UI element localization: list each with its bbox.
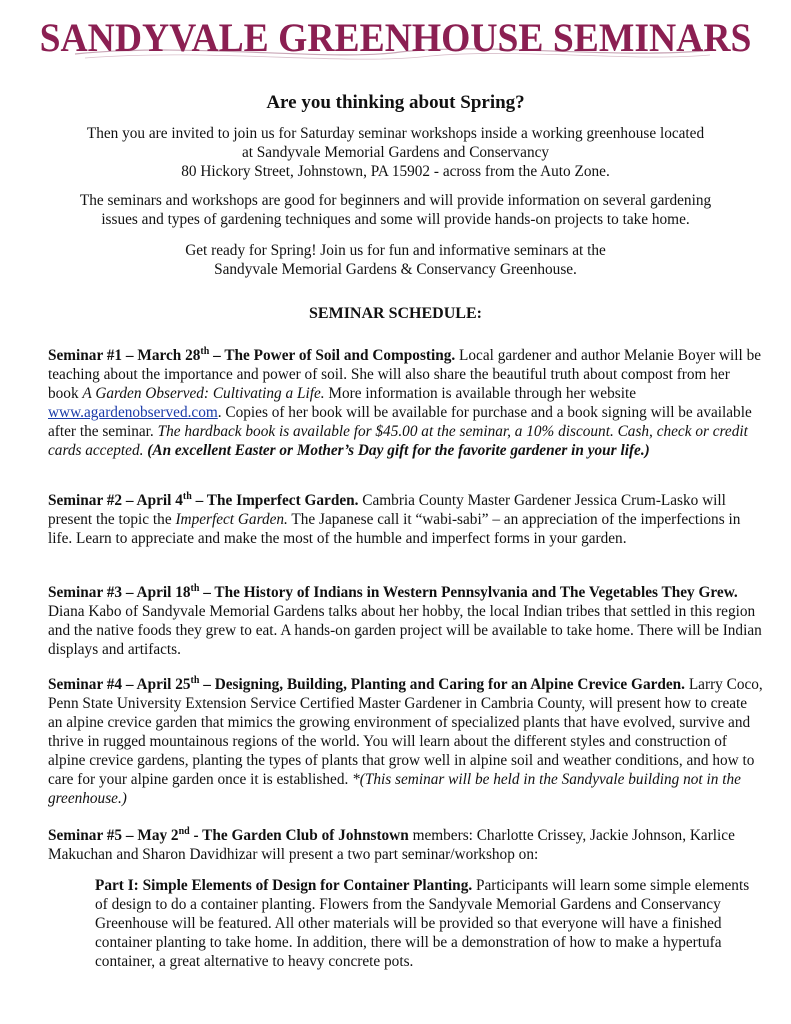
subtitle: Are you thinking about Spring?: [266, 92, 525, 113]
seminar-2: Seminar #2 – April 4th – The Imperfect Garden. Cambria County Master Gardener Jessica Crum-Lasko will present the topic the Imperfect Garden. The Japanese call it “wabi-sabi” – an appreciation of the imperfections in life. Learn to appreciate and make the most of the humble and imperfect forms in your garden.: [48, 491, 741, 547]
seminar-2-topic: Imperfect Garden.: [175, 511, 288, 528]
seminar-3-text: Diana Kabo of Sandyvale Memorial Gardens talks about her hobby, the local Indian tribes that settled in this region and the native foods they grew to eat. A hands-on garden project will be available to take home. There will be Indian displays and artifacts.: [48, 603, 762, 658]
seminar-1-gift-note: (An excellent Easter or Mother’s Day gift for the favorite gardener in your life.): [147, 442, 650, 459]
description-paragraph: [20, 191, 771, 229]
seminar-5: [48, 826, 763, 864]
page-title: SANDYVALE GREENHOUSE SEMINARS: [39, 15, 752, 60]
part-1-heading: Part I: Simple Elements of Design for Container Planting.: [95, 877, 473, 894]
part-1-text: Participants will learn some simple elements of design to do a container planting. Flowers from the Sandyvale Memorial Gardens and Conservancy Greenhouse will be featured. All other materials will be provided so that everyone will have a finished container planting to take home. In addition, there will be a demonstration of how to make a hypertufa container, a great alternative to heavy concrete pots.: [95, 877, 750, 970]
invitation-line: Get ready for Spring! Join us for fun and informative seminars at the: [185, 242, 606, 259]
schedule-heading: SEMINAR SCHEDULE:: [309, 305, 482, 322]
intro-address: 80 Hickory Street, Johnstown, PA 15902 - across from the Auto Zone.: [181, 163, 610, 180]
intro-line: at Sandyvale Memorial Gardens and Conservancy: [241, 144, 550, 161]
seminar-5-heading: Seminar #5 – May 2nd - The Garden Club of Johnstown: [48, 826, 409, 844]
intro-line: Then you are invited to join us for Saturday seminar workshops inside a working greenhouse located: [86, 125, 705, 142]
description-line: The seminars and workshops are good for beginners and will provide information on several gardening: [79, 192, 712, 209]
seminar-2-heading: Seminar #2 – April 4th – The Imperfect Garden.: [48, 491, 359, 509]
seminar-4-location-note: *(This seminar will be held in the Sandyvale building not in the greenhouse.): [48, 771, 741, 807]
description-line: issues and types of gardening techniques and some will provide hands-on projects to take home.: [101, 211, 690, 228]
intro-paragraph: [20, 124, 771, 181]
seminar-1-price-note: The hardback book is available for $45.00 at the seminar, a 10% discount. Cash, check or credit cards accepted.: [48, 423, 748, 459]
seminar-3: [48, 583, 763, 659]
seminar-4-heading: Seminar #4 – April 25th – Designing, Building, Planting and Caring for an Alpine Crevice Garden.: [48, 675, 686, 693]
website-link[interactable]: www.agardenobserved.com: [48, 404, 218, 421]
seminar-1-book-title: A Garden Observed: Cultivating a Life.: [82, 385, 325, 402]
seminar-2-text: Cambria County Master Gardener Jessica Crum-Lasko will present the topic the: [48, 492, 726, 528]
seminar-1-text: Local gardener and author Melanie Boyer will be teaching about the importance and power of soil. She will also share the beautiful truth about compost from her book: [48, 347, 762, 402]
seminar-3-heading: Seminar #3 – April 18th – The History of Indians in Western Pennsylvania and The Vegetables They Grew.: [48, 583, 738, 601]
invitation-paragraph: [20, 241, 771, 279]
seminar-5-text: members: Charlotte Crissey, Jackie Johnson, Karlice Makuchan and Sharon Davidhizar will present a two part seminar/workshop on:: [48, 827, 735, 863]
seminar-1-heading: Seminar #1 – March 28th – The Power of Soil and Composting.: [48, 346, 456, 364]
part-1: [95, 876, 760, 971]
seminar-1: Seminar #1 – March 28th – The Power of Soil and Composting. Local gardener and author Melanie Boyer will be teaching about the importance and power of soil. She will also share the beautiful truth about compost from her book A Garden Observed: Cultivating a Life. More information is available through her website www.agardenobserved.com. Copies of her book will be available for purchase and a book signing will be available after the seminar. The hardback book is available for $45.00 at the seminar, a 10% discount. Cash, check or credit cards accepted. (An excellent Easter or Mother’s Day gift for the favorite gardener in your life.): [48, 346, 762, 459]
seminar-4-text: Larry Coco, Penn State University Extension Service Certified Master Gardener in Cambria County, will present how to create an alpine crevice garden that mimics the growing environment of specialized plants that have evolved, survive and thrive in rugged mountainous regions of the world. You will learn about the different styles and construction of alpine crevice gardens, planting the types of plants that grow well in alpine soil and weather conditions, and how to care for your alpine garden once it is established.: [48, 676, 763, 788]
seminar-4: [48, 675, 763, 808]
invitation-line: Sandyvale Memorial Gardens & Conservancy Greenhouse.: [214, 261, 577, 278]
